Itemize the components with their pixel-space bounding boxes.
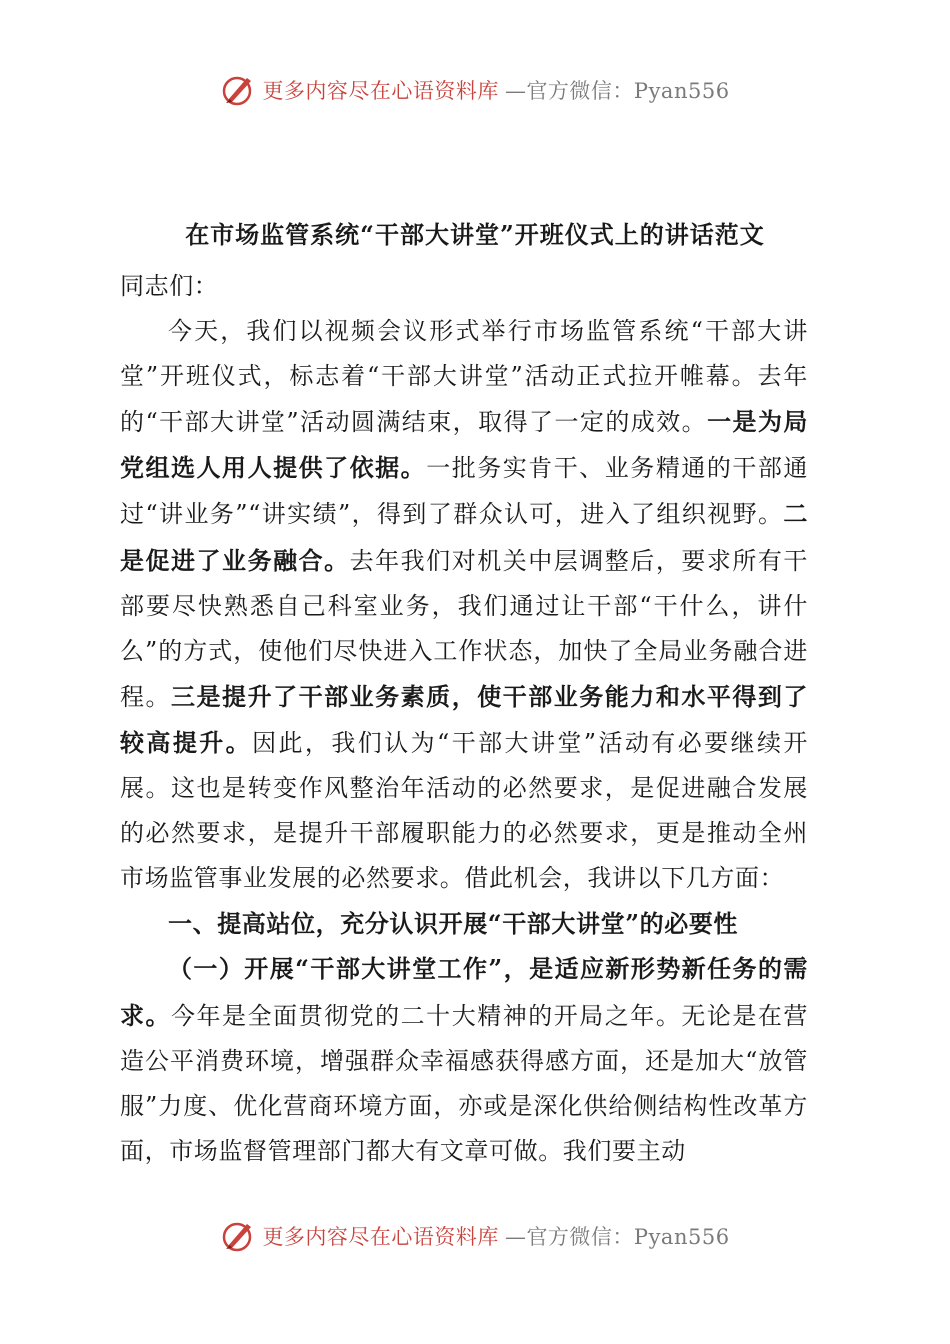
paragraph-1 (120, 309, 808, 901)
salutation: 同志们： (120, 272, 219, 300)
watermark-main-text: 更多内容尽在心语资料库 (262, 1225, 499, 1249)
paragraph-text: 今年是全面贯彻党的二十大精神的开局之年。无论是在营造公平消费环境，增强群众幸福感获得感方面，还是加大“放管服”力度、优化营商环境方面，亦或是深化供给侧结构性改革方面，市场监督管理部门都大有文章可做。我们要主动 (120, 1001, 808, 1165)
paragraph-text: 去年我们对机关中层调整后，要求所有干部要尽快熟悉自己科室业务，我们通过让干部“干什么，讲什么”的方式，使他们尽快进入工作状态，加快了全局业务融合进程。 (120, 546, 808, 711)
watermark-footer (0, 1218, 950, 1254)
watermark-main-text: 更多内容尽在心语资料库 (262, 79, 499, 103)
brush-logo-icon (220, 72, 256, 108)
paragraph-text: 因此，我们认为“干部大讲堂”活动有必要继续开展。这也是转变作风整治年活动的必然要求，是促进融合发展的必然要求，是提升干部履职能力的必然要求，更是推动全州市场监管事业发展的必然要求。借此机会，我讲以下几方面： (120, 728, 808, 893)
watermark-sub-text: —官方微信：Pyan556 (504, 79, 730, 103)
watermark-sub-text: —官方微信：Pyan556 (504, 1225, 730, 1249)
document-title: 在市场监管系统“干部大讲堂”开班仪式上的讲话范文 (185, 220, 765, 249)
paragraph-text: 今天，我们以视频会议形式举行市场监管系统“干部大讲堂”开班仪式，标志着“干部大讲堂”活动正式拉开帷幕。去年的“干部大讲堂”活动圆满结束，取得了一定的成效。 (120, 317, 808, 437)
bold-point-1: 一是为局党组选人用人提供了依据。 (120, 407, 808, 483)
brush-logo-icon (220, 1218, 256, 1254)
subsection-heading-1: （一）开展“干部大讲堂工作”，是适应新形势新任务的需求。 (120, 954, 808, 1030)
bold-point-3: 三是提升了干部业务素质，使干部业务能力和水平得到了较高提升。 (120, 681, 808, 757)
paragraph-2 (120, 946, 808, 1173)
bold-point-2: 二是促进了业务融合。 (120, 499, 808, 575)
paragraph-text: 一批务实肯干、业务精通的干部通过“讲业务”“讲实绩”，得到了群众认可，进入了组织视野。 (120, 454, 809, 529)
watermark-header (0, 72, 950, 108)
document-body (120, 264, 808, 1174)
section-heading-1: 一、提高站位，充分认识开展“干部大讲堂”的必要性 (168, 909, 739, 939)
